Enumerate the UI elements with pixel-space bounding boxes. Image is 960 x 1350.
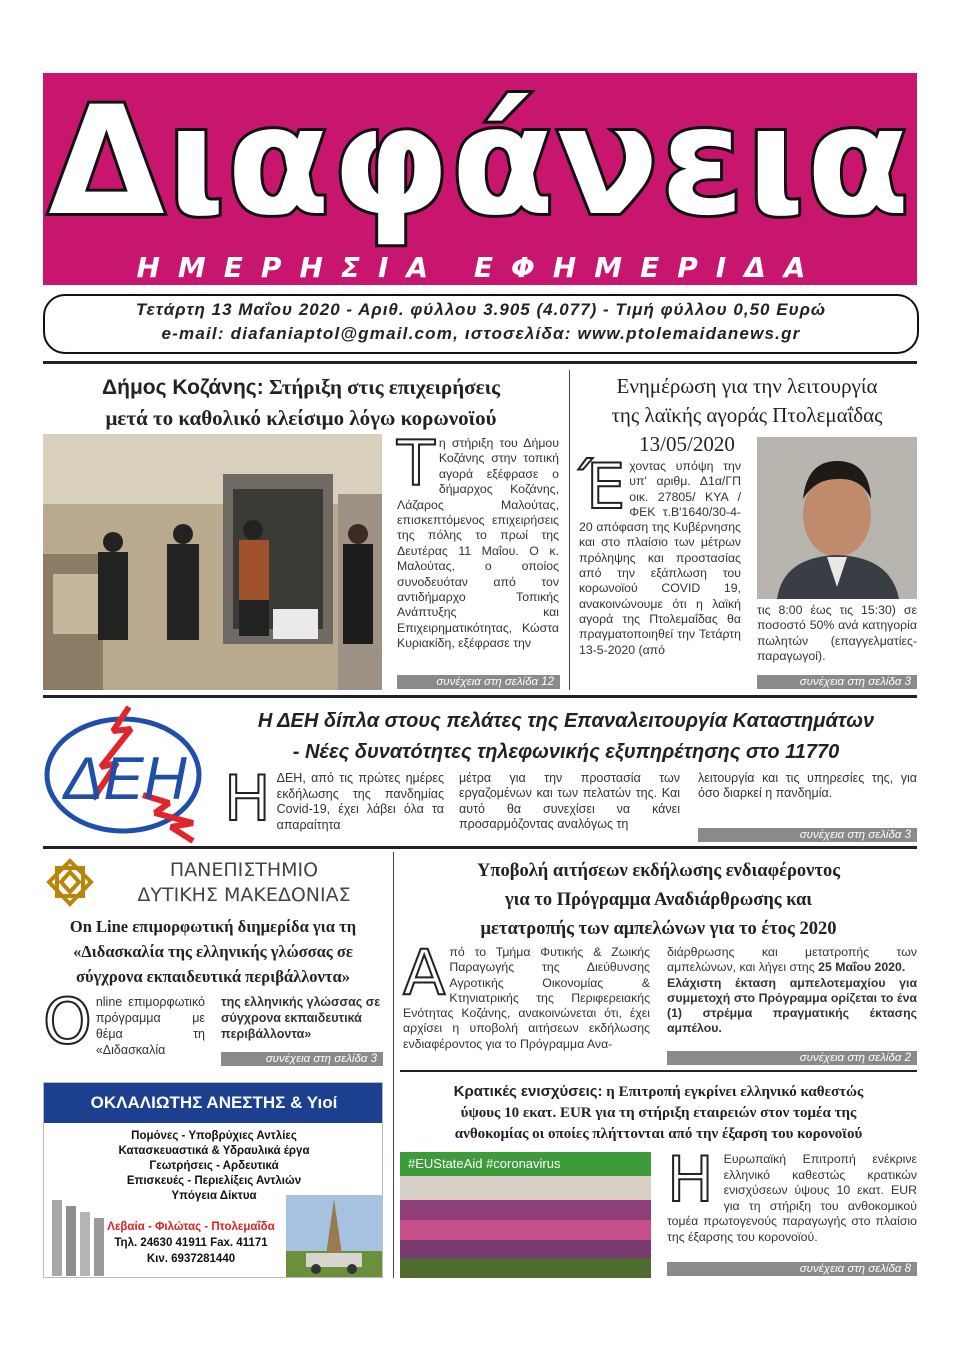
article1-photo xyxy=(43,434,382,690)
article5-dropcap: Α xyxy=(403,936,446,1009)
article2-body xyxy=(579,450,741,689)
ad-service: Γεωτρήσεις - Αρδευτικά xyxy=(149,1160,279,1172)
article1-body xyxy=(397,427,559,688)
article5-headline-line3: μετατροπής των αμπελώνων για το έτος 2020 xyxy=(480,919,837,939)
article4-continued: συνέχεια στη σελίδα 3 xyxy=(221,1052,383,1066)
university-logo xyxy=(43,858,98,910)
article6-body xyxy=(667,1143,917,1246)
article4-col1-text: nline επιμορφωτικό πρόγραμμα με θέμα τη «Διδασκαλία xyxy=(95,995,205,1057)
photo-caption: #EUStateAid #coronavirus xyxy=(408,1156,561,1171)
article5-col2-date: 25 Μαΐου 2020. xyxy=(818,960,906,975)
article6-headline-line3: ανθοκομίας οι οποίες πλήττονται από την έξαρση του κορονοϊού xyxy=(454,1126,863,1142)
article1-headline-rest: Στήριξη στις επιχειρήσεις xyxy=(263,375,500,399)
article2-dropcap: Έ xyxy=(579,450,626,523)
article5-col2 xyxy=(667,945,917,1037)
article4-col2: της ελληνικής γλώσσας σε σύγχρονα εκπαιδευτικά περιβάλλοντα» xyxy=(221,995,381,1041)
contact-line: e-mail: diafaniaptol@gmail.com, ιστοσελίδα: www.ptolemaidanews.gr xyxy=(161,324,801,343)
university-name-line1: ΠΑΝΕΠΙΣΤΗΜΙΟ xyxy=(169,859,319,881)
article5-col1 xyxy=(403,936,650,1052)
article4-col1 xyxy=(43,985,205,1058)
article4-headline-line2: «Διδασκαλία της ελληνικής γλώσσας σε xyxy=(73,942,353,961)
university-logo-icon xyxy=(43,858,98,910)
article2-headline-line2: της λαϊκής αγοράς Πτολεμαΐδας xyxy=(611,403,883,427)
dei-logo-text: ΔΕΗ xyxy=(63,745,187,812)
article6-headline xyxy=(400,1081,917,1145)
article6-continued: συνέχεια στη σελίδα 8 xyxy=(667,1262,917,1276)
university-name xyxy=(104,858,384,908)
dei-logo-icon xyxy=(43,703,213,843)
issue-info-box xyxy=(43,294,919,354)
drilling-rig-icon xyxy=(286,1195,382,1277)
article2-continued: συνέχεια στη σελίδα 3 xyxy=(757,675,917,689)
article3-dropcap: Η xyxy=(224,762,271,835)
ad-box xyxy=(43,1082,383,1278)
article5-continued: συνέχεια στη σελίδα 2 xyxy=(667,1051,917,1065)
article5-col2-bold: Ελάχιστη έκταση αμπελοτεμαχίου για συμμετοχή στο Πρόγραμμα ορίζεται το ένα (1) στρέμμα πραγματικής έκτασης αμπέλου. xyxy=(667,975,917,1036)
newspaper-title: Διαφάνεια xyxy=(48,75,912,249)
article2-portrait xyxy=(757,437,917,599)
article4-headline-line1: On Line επιμορφωτική διημερίδα για τη xyxy=(69,917,357,936)
article4-headline xyxy=(43,914,383,989)
article6-headline-line2: ύψους 10 εκατ. EUR για τη στήριξη εταιρειών στον τομέα της xyxy=(460,1105,857,1121)
article2-headline-line3: 13/05/2020 xyxy=(639,432,735,456)
ad-title: ΟΚΛΑΛΙΩΤΗΣ ΑΝΕΣΤΗΣ & Υιοί xyxy=(44,1083,383,1123)
article1-headline-bold: Δήμος Κοζάνης: xyxy=(102,376,264,399)
article6-dropcap: Η xyxy=(667,1143,714,1216)
divider xyxy=(43,846,917,849)
newspaper-subtitle: ΗΜΕΡΗΣΙΑ ΕΦΗΜΕΡΙΔΑ xyxy=(136,251,824,284)
article3-col3: λειτουργία και τις υπηρεσίες της, για όσο διαρκεί η πανδημία. xyxy=(698,771,917,801)
ad-service: Υπόγεια Δίκτυα xyxy=(171,1190,257,1202)
ad-services xyxy=(64,1129,364,1204)
article4-headline-line3: σύγχρονα εκπαιδευτικά περιβάλλοντα» xyxy=(76,967,350,986)
article3-col1 xyxy=(224,762,444,835)
tulip-field-photo xyxy=(400,1152,651,1278)
divider xyxy=(43,695,917,698)
article1-text: η στήριξη του Δήμου Κοζάνης στην τοπική αγορά εξέφρασε ο δήμαρχος Κοζάνης, Λάζαρος Μαλούτας, επισκεπτόμενος επιχειρήσεις της πόλης το πρωί της Δευτέρας 11 Μαΐου. Ο κ. Μαλούτας, ο οποίος συνοδευόταν από τον αντιδήμαρχο Τοπικής Ανάπτυξης και Επιχειρηματικότητας, Κώστα Κυριακίδη, εξέφρασε την xyxy=(397,436,559,651)
article6-headline-rest: η Επιτροπή εγκρίνει ελληνικό καθεστώς xyxy=(602,1084,864,1100)
article6-text: Ευρωπαϊκή Επιτροπή ενέκρινε ελληνικό καθεστώς κρατικών ενισχύσεων ύψους 10 εκατ. EUR για τη στήριξη του ανθοκομικού τομέα πρωτογενούς παραγωγής στο πλαίσιο της έξαρσης του κορονοϊού. xyxy=(667,1152,917,1244)
article3-headline-line1: Η ΔΕΗ δίπλα στους πελάτες της Επαναλειτουργία Καταστημάτων xyxy=(257,710,875,732)
article5-col1-text: πό το Τμήμα Φυτικής & Ζωικής Παραγωγής της Διεύθυνσης Αγροτικής Οικονομίας & Κτηνιατρικής της Περιφερειακής Ενότητας Κοζάνης, ανακοινώνεται ότι, έχει αρχίσει η υποβολή αιτήσεων εκδήλωσης ενδιαφέροντος για το Πρόγραμμα Ανα- xyxy=(403,945,650,1051)
article5-headline-line2: για το Πρόγραμμα Αναδιάρθρωσης και xyxy=(504,890,813,910)
ad-mobile: Κιν. 6937281440 xyxy=(146,1253,236,1265)
masthead xyxy=(43,73,917,285)
article5-headline xyxy=(400,857,917,944)
article2-headline-line1: Ενημέρωση για την λειτουργία xyxy=(616,374,878,398)
ad-locations: Λεβαία - Φιλώτας - Πτολεμαΐδα xyxy=(107,1221,275,1233)
divider xyxy=(400,1070,917,1072)
article1-headline xyxy=(43,372,559,433)
ad-service: Πομόνες - Υποβρύχιες Αντλίες xyxy=(131,1130,297,1142)
article5-headline-line1: Υποβολή αιτήσεων εκδήλωσης ενδιαφέροντος xyxy=(476,861,841,881)
dei-logo xyxy=(43,703,213,843)
article2-text-right: τις 8:00 έως τις 15:30) σε ποσοστό 50% ανά κατηγορία πωλητών (επαγγελματίες-παραγωγοί). xyxy=(757,603,917,663)
ad-phone: Τηλ. 24630 41911 Fax. 41171 xyxy=(114,1237,268,1249)
article6-headline-bold: Κρατικές ενισχύσεις: xyxy=(453,1083,603,1100)
shop-visit-photo xyxy=(43,434,382,690)
article3-continued: συνέχεια στη σελίδα 3 xyxy=(698,828,917,842)
article1-dropcap: Τ xyxy=(397,427,435,500)
issue-line: Τετάρτη 13 Μαΐου 2020 - Αριθ. φύλλου 3.905 (4.077) - Τιμή φύλλου 0,50 Ευρώ xyxy=(135,300,827,319)
article3-col1-text: ΔΕΗ, από τις πρώτες ημέρες εκδήλωσης της πανδημίας Covid-19, έχει λάβει όλα τα απαραίτητα xyxy=(276,771,444,832)
portrait-photo xyxy=(757,437,917,599)
university-name-line2: ΔΥΤΙΚΗΣ ΜΑΚΕΔΟΝΙΑΣ xyxy=(137,884,351,906)
article3-col2: μέτρα για την προστασία των εργαζομένων και των πελατών της. Και αυτό θα συνεχίσει να κάνει προσαρμόζοντας αναλόγως τη xyxy=(459,771,680,832)
article5-col2-plain: διάρθρωσης και μετατροπής των αμπελώνων, και λήγει στης xyxy=(667,945,917,975)
column-divider xyxy=(569,370,570,690)
ad-service: Επισκευές - Περιελίξεις Αντλιών xyxy=(126,1175,302,1187)
article3-headline xyxy=(215,706,917,768)
article4-dropcap: O xyxy=(43,985,92,1058)
column-divider xyxy=(393,852,394,1278)
article3-headline-line2: - Νέες δυνατότητες τηλεφωνικής εξυπηρέτησης στο 11770 xyxy=(292,741,840,763)
divider xyxy=(43,361,917,364)
article1-continued: συνέχεια στη σελίδα 12 xyxy=(397,675,560,689)
article6-photo xyxy=(400,1152,651,1278)
article2-text: χοντας υπόψη την υπ' αριθμ. Δ1α/ΓΠ οικ. 27805/ ΚΥΑ /ΦΕΚ τ.Β'1640/30-4-20 απόφαση της Κυβέρνησης και στο πλαίσιο των μέτρων πρόληψης και προστασίας από την εξάπλωση του κορωνοϊού COVID 19, ανακοινώνουμε ότι η λαϊκή αγορά της Πτολεμαΐδας θα πραγματοποιηθεί την Τετάρτη 13-5-2020 (από xyxy=(579,459,741,657)
article1-headline-line2: μετά το καθολικό κλείσιμο λόγω κορωνοϊού xyxy=(105,406,497,430)
ad-service: Κατασκευαστικά & Υδραυλικά έργα xyxy=(118,1145,310,1157)
